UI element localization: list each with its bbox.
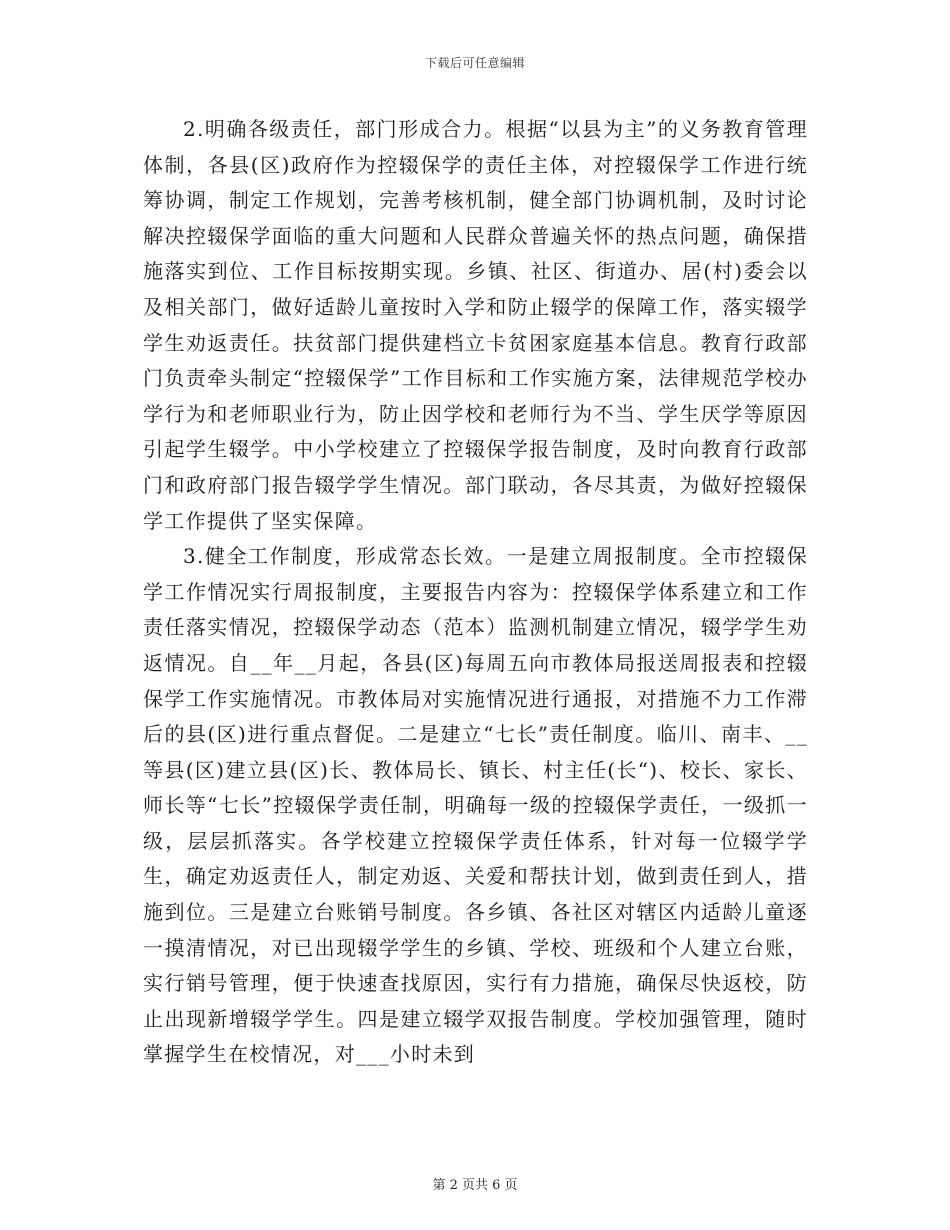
paragraph-work-system: 3.健全工作制度，形成常态长效。一是建立周报制度。全市控辍保学工作情况实行周报制度，主要报告内容为：控辍保学体系建立和工作责任落实情况，控辍保学动态（范本）监测机制建立情况，辍学学生劝返情况。自__年__月起，各县(区)每周五向市教体局报送周报表和控辍保学工作实施情况。市教体局对实施情况进行通报，对措施不力工作滞后的县(区)进行重点督促。二是建立“七长”责任制度。临川、南丰、__等县(区)建立县(区)长、教体局长、镇长、村主任(长“)、校长、家长、师长等“七长”控辍保学责任制，明确每一级的控辍保学责任，一级抓一级，层层抓落实。各学校建立控辍保学责任体系，针对每一位辍学学生，确定劝返责任人，制定劝返、关爱和帮扶计划，做到责任到人，措施到位。三是建立台账销号制度。各乡镇、各社区对辖区内适龄儿童逐一摸清情况，对已出现辍学学生的乡镇、学校、班级和个人建立台账，实行销号管理，便于快速查找原因，实行有力措施，确保尽快返校，防止出现新增辍学学生。四是建立辍学双报告制度。学校加强管理，随时掌握学生在校情况，对___小时未到 (143, 544, 808, 1067)
page-number: 第 2 页共 6 页 (432, 1178, 518, 1193)
document-body (143, 112, 808, 1073)
paragraph-responsibility: 2.明确各级责任，部门形成合力。根据“以县为主”的义务教育管理体制，各县(区)政府作为控辍保学的责任主体，对控辍保学工作进行统筹协调，制定工作规划，完善考核机制，健全部门协调机制，及时讨论解决控辍保学面临的重大问题和人民群众普遍关怀的热点问题，确保措施落实到位、工作目标按期实现。乡镇、社区、街道办、居(村)委会以及相关部门，做好适龄儿童按时入学和防止辍学的保障工作，落实辍学学生劝返责任。扶贫部门提供建档立卡贫困家庭基本信息。教育行政部门负责牵头制定“控辍保学”工作目标和工作实施方案，法律规范学校办学行为和老师职业行为，防止因学校和老师行为不当、学生厌学等原因引起学生辍学。中小学校建立了控辍保学报告制度，及时向教育行政部门和政府部门报告辍学学生情况。部门联动，各尽其责，为做好控辍保学工作提供了坚实保障。 (143, 117, 808, 533)
page-header: 下载后可任意编辑 (424, 56, 525, 70)
